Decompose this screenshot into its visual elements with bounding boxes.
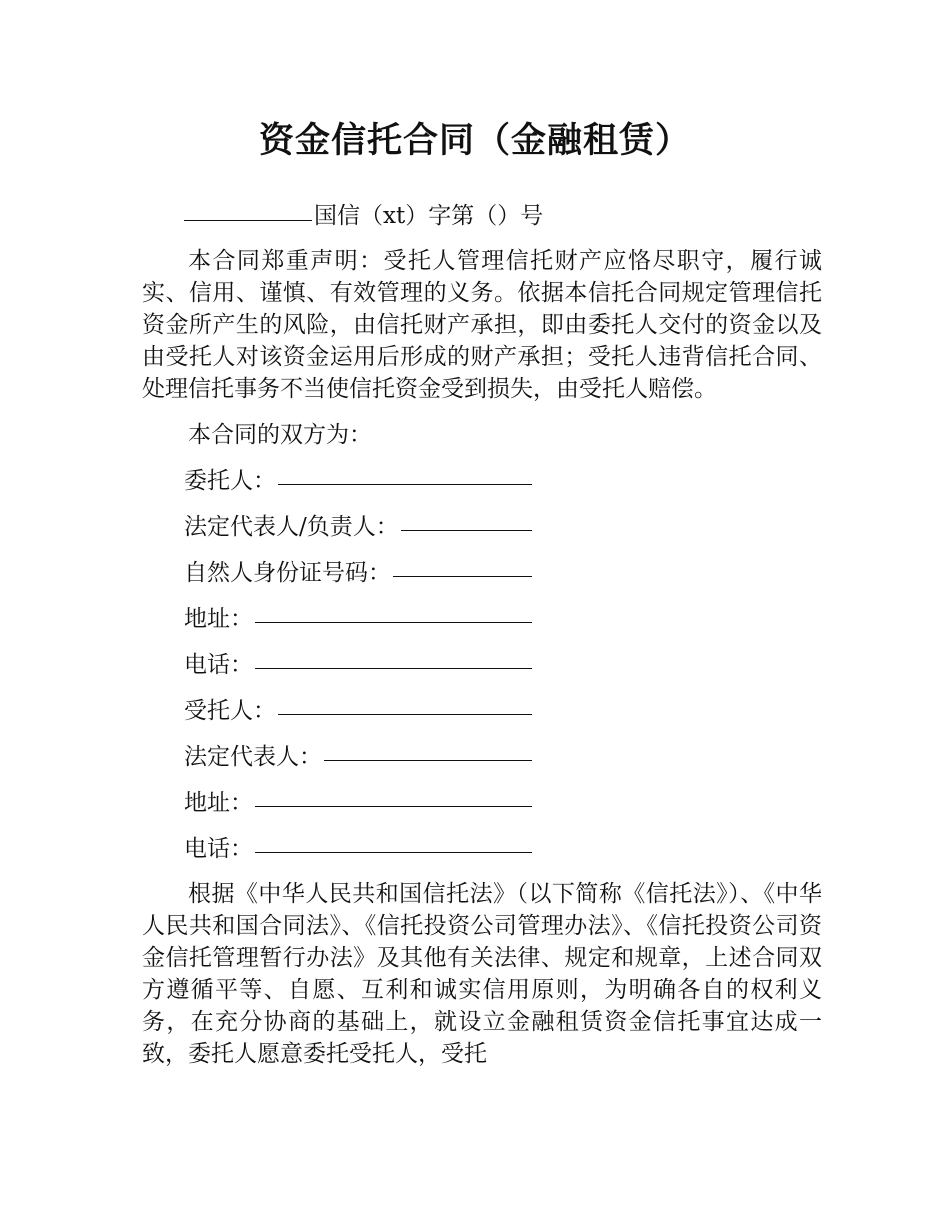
field-trustee-legal-representative: [142, 741, 532, 773]
document-body: [142, 200, 822, 1070]
field-label: 地址：: [184, 606, 253, 632]
reference-number: [142, 200, 822, 232]
field-label: 法定代表人/负责人：: [184, 514, 399, 540]
fill-in-line[interactable]: [278, 483, 532, 485]
field-legal-representative-or-principal: [142, 511, 532, 543]
fill-in-line[interactable]: [401, 529, 532, 531]
fill-in-line[interactable]: [255, 851, 532, 853]
field-label: 法定代表人：: [184, 744, 322, 770]
field-id-number: [142, 557, 532, 589]
field-trustee-address: [142, 787, 532, 819]
document-title: 资金信托合同（金融租赁）: [258, 121, 691, 161]
field-label: 委托人：: [184, 468, 276, 494]
field-label: 电话：: [184, 652, 253, 678]
field-label: 地址：: [184, 790, 253, 816]
parties-intro: 本合同的双方为：: [188, 422, 372, 448]
fill-in-line[interactable]: [255, 805, 532, 807]
field-label: 电话：: [184, 836, 253, 862]
fill-in-line[interactable]: [255, 667, 532, 669]
field-client: [142, 465, 532, 497]
field-trustee: [142, 695, 532, 727]
field-label: 受托人：: [184, 698, 276, 724]
reference-text: 国信（xt）字第（）号: [314, 203, 544, 229]
field-client-address: [142, 603, 532, 635]
field-trustee-phone: [142, 833, 532, 865]
reference-blank-line[interactable]: [184, 219, 312, 221]
field-client-phone: [142, 649, 532, 681]
field-label: 自然人身份证号码：: [184, 560, 391, 586]
fill-in-line[interactable]: [255, 621, 532, 623]
declaration-paragraph: 本合同郑重声明：受托人管理信托财产应恪尽职守，履行诚实、信用、谨慎、有效管理的义务。依据本信托合同规定管理信托资金所产生的风险，由信托财产承担，即由委托人交付的资金以及由受托人对该资金运用后形成的财产承担；受托人违背信托合同、处理信托事务不当使信托资金受到损失，由受托人赔偿。: [142, 248, 822, 402]
fill-in-line[interactable]: [324, 759, 532, 761]
legal-basis-paragraph: 根据《中华人民共和国信托法》（以下简称《信托法》）、《中华人民共和国合同法》、《信托投资公司管理办法》、《信托投资公司资金信托管理暂行办法》及其他有关法律、规定和规章，上述合同双方遵循平等、自愿、互利和诚实信用原则，为明确各自的权利义务，在充分协商的基础上，就设立金融租赁资金信托事宜达成一致，委托人愿意委托受托人，受托: [142, 881, 822, 1067]
fill-in-line[interactable]: [278, 713, 532, 715]
fill-in-line[interactable]: [393, 575, 532, 577]
